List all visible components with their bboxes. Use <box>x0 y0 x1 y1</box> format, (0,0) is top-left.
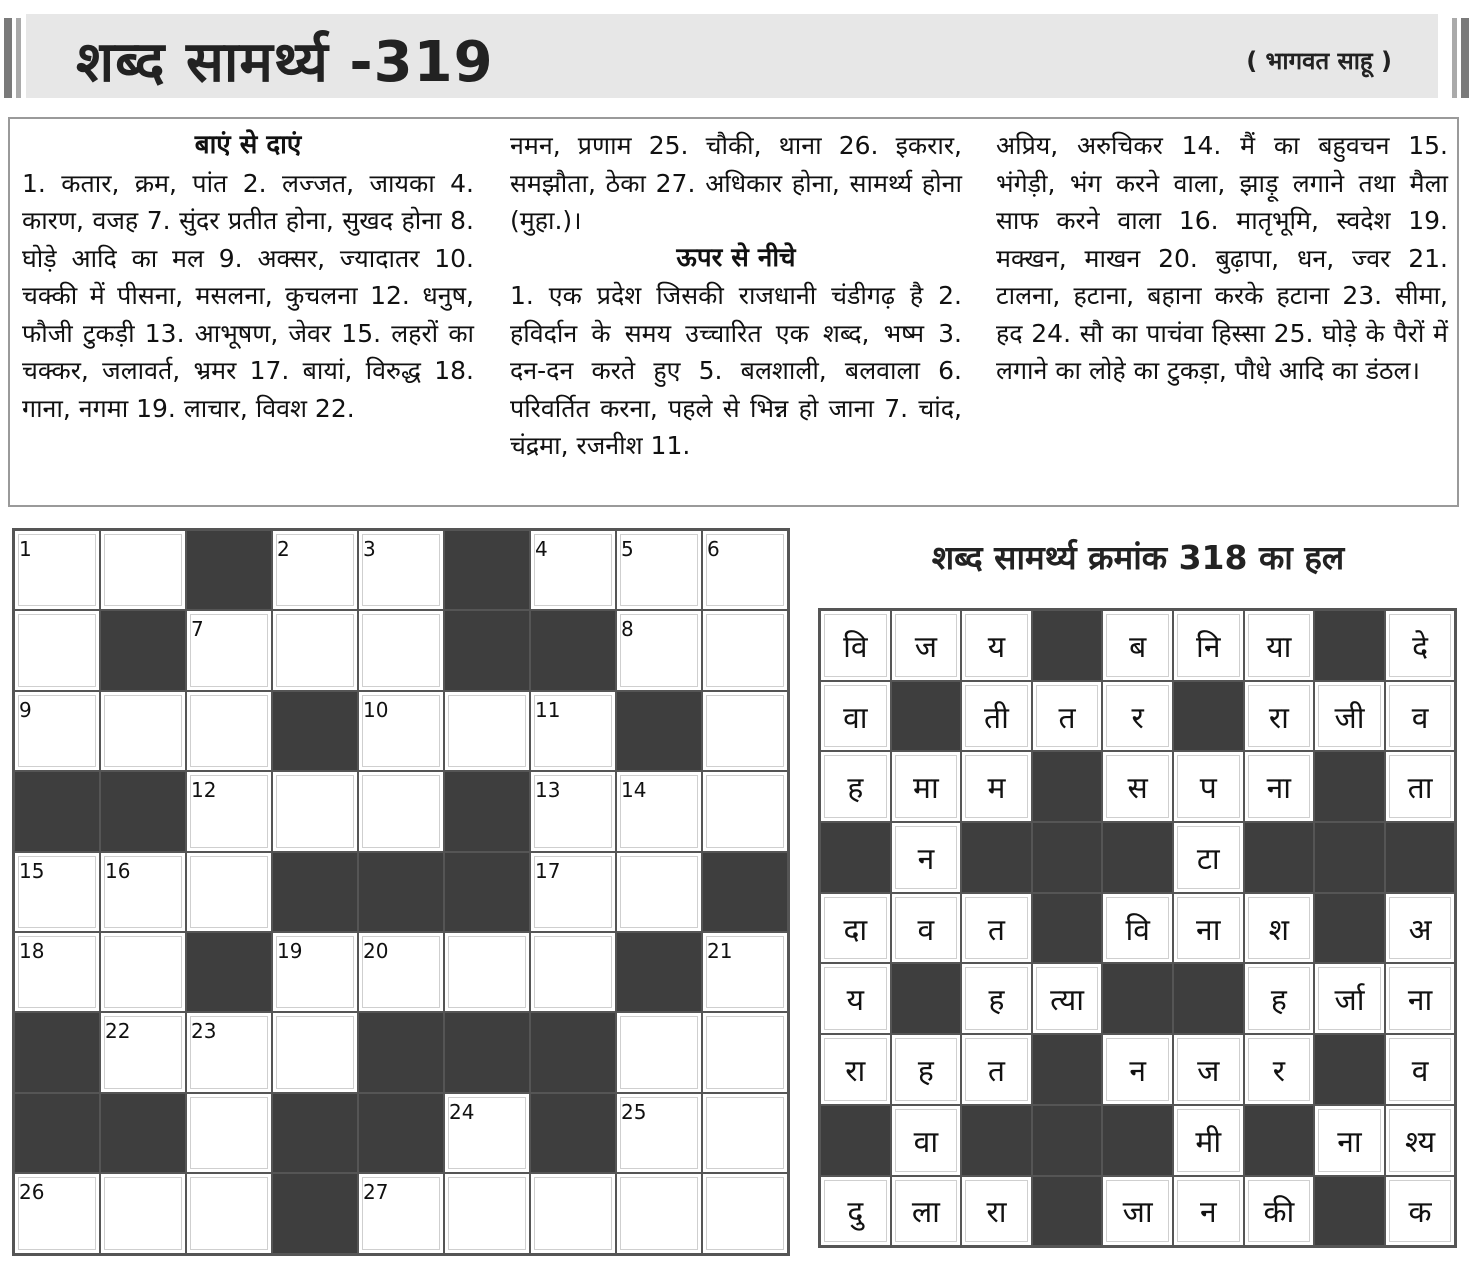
black-square <box>186 932 272 1012</box>
solution-letter: व <box>1411 700 1429 736</box>
puzzle-cell[interactable] <box>616 1173 702 1253</box>
solution-letter: मी <box>1195 1124 1222 1160</box>
clues-box <box>8 117 1459 507</box>
clue-number: 20 <box>363 938 389 963</box>
clue-number: 8 <box>621 617 634 642</box>
puzzle-cell[interactable] <box>272 530 358 610</box>
puzzle-cell[interactable] <box>272 610 358 690</box>
solution-black-square <box>961 1105 1032 1176</box>
across-clues-part-2: नमन, प्रणाम 25. चौकी, थाना 26. इकरार, समझौता, ठेका 27. अधिकार होना, सामर्थ्य होना (मुहा.)। <box>510 131 962 235</box>
puzzle-cell[interactable] <box>272 1012 358 1092</box>
solution-cell <box>1385 1034 1456 1105</box>
solution-letter: श <box>1268 912 1290 948</box>
puzzle-cell[interactable] <box>100 691 186 771</box>
puzzle-cell[interactable] <box>530 1173 616 1253</box>
clue-number: 21 <box>707 938 733 963</box>
solution-cell <box>1314 963 1385 1034</box>
solution-cell <box>1244 1176 1315 1247</box>
puzzle-cell[interactable] <box>14 610 100 690</box>
solution-black-square <box>891 963 962 1034</box>
solution-cell <box>961 751 1032 822</box>
clue-number: 25 <box>621 1099 647 1124</box>
solution-black-square <box>1032 1105 1103 1176</box>
solution-black-square <box>1102 963 1173 1034</box>
solution-cell <box>1244 893 1315 964</box>
solution-cell <box>1314 681 1385 752</box>
solution-cell <box>820 1176 891 1247</box>
solution-black-square <box>1314 1176 1385 1247</box>
solution-cell <box>1385 1176 1456 1247</box>
solution-cell <box>961 610 1032 681</box>
solution-black-square <box>1032 893 1103 964</box>
puzzle-cell[interactable] <box>358 932 444 1012</box>
solution-cell <box>1102 751 1173 822</box>
solution-title: शब्द सामर्थ्य क्रमांक 318 का हल <box>931 538 1345 577</box>
solution-cell <box>1385 963 1456 1034</box>
solution-cell <box>961 893 1032 964</box>
solution-cell <box>1173 1176 1244 1247</box>
solution-letter: रा <box>845 1053 866 1089</box>
clue-number: 4 <box>535 537 548 561</box>
puzzle-cell[interactable] <box>530 852 616 932</box>
solution-cell <box>1244 963 1315 1034</box>
solution-black-square <box>1244 822 1315 893</box>
solution-cell <box>820 610 891 681</box>
solution-cell <box>891 1176 962 1247</box>
solution-black-square <box>1385 822 1456 893</box>
solution-letter: ह <box>1270 983 1287 1019</box>
puzzle-cell[interactable] <box>100 852 186 932</box>
puzzle-cell[interactable] <box>186 610 272 690</box>
black-square <box>100 610 186 690</box>
clue-number: 3 <box>363 537 376 561</box>
clue-number: 18 <box>19 938 45 963</box>
puzzle-cell[interactable] <box>444 691 530 771</box>
clues-column-1 <box>22 127 474 427</box>
solution-black-square <box>1244 1105 1315 1176</box>
black-square <box>702 852 788 932</box>
puzzle-cell[interactable] <box>702 610 788 690</box>
down-heading: ऊपर से नीचे <box>676 242 796 273</box>
solution-cell <box>891 751 962 822</box>
clue-number: 27 <box>363 1180 389 1205</box>
solution-cell <box>1385 681 1456 752</box>
solution-cell <box>1102 1176 1173 1247</box>
solution-cell <box>820 751 891 822</box>
puzzle-cell[interactable] <box>358 610 444 690</box>
black-square <box>14 771 100 851</box>
page-title: शब्द सामर्थ्य -319 <box>76 30 494 95</box>
puzzle-cell[interactable] <box>444 932 530 1012</box>
clue-number: 1 <box>19 537 32 561</box>
right-border-bar-thin <box>1452 18 1457 98</box>
puzzle-cell[interactable] <box>702 771 788 851</box>
solution-letter: ना <box>1337 1124 1362 1160</box>
solution-letter: नि <box>1196 629 1221 665</box>
solution-letter: वि <box>843 629 868 665</box>
solution-cell <box>1032 681 1103 752</box>
solution-letter: ह <box>988 983 1005 1019</box>
black-square <box>14 1093 100 1173</box>
across-heading: बाएं से दाएं <box>194 130 302 160</box>
black-square <box>444 771 530 851</box>
solution-letter: ती <box>984 700 1009 736</box>
black-square <box>186 530 272 610</box>
solution-letter: ना <box>1266 771 1292 807</box>
solution-black-square <box>1032 822 1103 893</box>
puzzle-cell[interactable] <box>358 771 444 851</box>
solution-letter: श्य <box>1404 1124 1436 1160</box>
puzzle-cell[interactable] <box>530 932 616 1012</box>
puzzle-cell[interactable] <box>702 1012 788 1092</box>
across-clues-part-1: 1. कतार, क्रम, पांत 2. लज्जत, जायका 4. कारण, वजह 7. सुंदर प्रतीत होना, सुखद होना 8. घोड़े आदि का मल 9. अक्सर, ज्यादातर 10. चक्की में पीसना, मसलना, कुचलना 12. धनुष, फौजी टुकड़ी 13. आभूषण, जेवर 15. लहरों का चक्कर, जलावर्त, भ्रमर 17. बायां, विरुद्ध 18. गाना, नगमा 19. लाचार, विवश 22. <box>22 168 474 423</box>
solution-black-square <box>1314 1034 1385 1105</box>
solution-cell <box>891 610 962 681</box>
solution-cell <box>1102 893 1173 964</box>
clues-column-2 <box>510 127 962 465</box>
solution-cell <box>820 681 891 752</box>
puzzle-cell[interactable] <box>186 1093 272 1173</box>
solution-letter: अ <box>1408 912 1432 948</box>
solution-letter: र्जा <box>1334 983 1365 1019</box>
solution-black-square <box>1314 751 1385 822</box>
solution-letter: रा <box>1268 700 1289 736</box>
puzzle-cell[interactable] <box>358 530 444 610</box>
left-border-bar <box>4 18 12 98</box>
black-square <box>272 1093 358 1173</box>
solution-cell <box>1385 610 1456 681</box>
black-square <box>444 610 530 690</box>
solution-cell <box>1244 751 1315 822</box>
solution-letter: ब <box>1129 629 1147 665</box>
clue-number: 26 <box>19 1180 45 1205</box>
solution-letter: ज <box>914 629 938 665</box>
right-border-bar <box>1461 18 1469 98</box>
clue-number: 22 <box>105 1019 131 1044</box>
header <box>0 8 1473 96</box>
solution-letter: र <box>1272 1053 1285 1089</box>
solution-letter: क <box>1408 1195 1432 1231</box>
puzzle-cell[interactable] <box>186 771 272 851</box>
solution-cell <box>1102 1034 1173 1105</box>
clue-number: 2 <box>277 537 290 561</box>
puzzle-cell[interactable] <box>616 771 702 851</box>
puzzle-cell[interactable] <box>186 1012 272 1092</box>
solution-letter: य <box>987 629 1006 665</box>
solution-letter: न <box>1199 1195 1217 1231</box>
solution-cell <box>1385 751 1456 822</box>
black-square <box>272 691 358 771</box>
solution-letter: ह <box>847 771 864 807</box>
solution-cell <box>1244 681 1315 752</box>
clue-number: 17 <box>535 858 561 883</box>
puzzle-cell[interactable] <box>14 691 100 771</box>
solution-cell <box>1173 822 1244 893</box>
solution-cell <box>961 963 1032 1034</box>
solution-black-square <box>820 1105 891 1176</box>
solution-letter: स <box>1127 771 1148 807</box>
clue-number: 16 <box>105 858 131 883</box>
left-border-bar-thin <box>16 18 21 98</box>
black-square <box>272 852 358 932</box>
solution-black-square <box>1102 1105 1173 1176</box>
clue-number: 12 <box>191 778 217 803</box>
puzzle-cell[interactable] <box>186 852 272 932</box>
solution-black-square <box>1173 963 1244 1034</box>
puzzle-cell[interactable] <box>14 852 100 932</box>
puzzle-cell[interactable] <box>530 691 616 771</box>
solution-cell <box>1173 610 1244 681</box>
clue-number: 13 <box>535 778 561 803</box>
black-square <box>358 1093 444 1173</box>
black-square <box>272 1173 358 1253</box>
solution-letter: वि <box>1125 912 1150 948</box>
puzzle-cell[interactable] <box>14 530 100 610</box>
solution-letter: त <box>1058 700 1076 736</box>
clue-number: 5 <box>621 537 634 561</box>
black-square <box>530 1012 616 1092</box>
solution-black-square <box>1102 822 1173 893</box>
clue-number: 10 <box>363 697 389 722</box>
puzzle-cell[interactable] <box>444 1173 530 1253</box>
solution-cell <box>961 1176 1032 1247</box>
puzzle-cell[interactable] <box>358 691 444 771</box>
clue-number: 7 <box>191 617 204 642</box>
clue-number: 11 <box>535 697 561 722</box>
solution-black-square <box>1032 1034 1103 1105</box>
solution-black-square <box>1173 681 1244 752</box>
puzzle-cell[interactable] <box>444 1093 530 1173</box>
black-square <box>530 1093 616 1173</box>
solution-letter: ह <box>917 1053 934 1089</box>
solution-cell <box>961 681 1032 752</box>
clue-number: 9 <box>19 697 32 722</box>
puzzle-cell[interactable] <box>272 932 358 1012</box>
black-square <box>616 932 702 1012</box>
puzzle-cell[interactable] <box>702 530 788 610</box>
solution-black-square <box>820 822 891 893</box>
solution-letter: न <box>917 841 935 877</box>
solution-cell <box>1173 1034 1244 1105</box>
puzzle-cell[interactable] <box>186 691 272 771</box>
black-square <box>100 771 186 851</box>
solution-letter: की <box>1263 1195 1295 1231</box>
black-square <box>530 610 616 690</box>
solution-letter: व <box>917 912 935 948</box>
solution-black-square <box>1314 893 1385 964</box>
black-square <box>444 852 530 932</box>
puzzle-cell[interactable] <box>616 852 702 932</box>
solution-letter: दु <box>847 1195 864 1231</box>
solution-cell <box>1102 681 1173 752</box>
solution-cell <box>1244 1034 1315 1105</box>
clues-column-3 <box>996 127 1448 390</box>
solution-letter: दे <box>1412 629 1429 665</box>
author-credit: ( भागवत साहू ) <box>1246 47 1392 75</box>
puzzle-cell[interactable] <box>702 1173 788 1253</box>
solution-cell <box>1173 751 1244 822</box>
puzzle-cell[interactable] <box>100 932 186 1012</box>
puzzle-cell[interactable] <box>14 1173 100 1253</box>
solution-letter: या <box>1266 629 1292 665</box>
puzzle-cell[interactable] <box>358 1173 444 1253</box>
solution-letter: र <box>1131 700 1144 736</box>
solution-black-square <box>1032 610 1103 681</box>
solution-letter: य <box>846 983 864 1019</box>
puzzle-cell[interactable] <box>702 1093 788 1173</box>
clue-number: 23 <box>191 1019 217 1044</box>
solution-letter: प <box>1199 771 1217 807</box>
solution-letter: जी <box>1334 700 1365 736</box>
down-clues-part-1: 1. एक प्रदेश जिसकी राजधानी चंडीगढ़ है 2. हविर्दान के समय उच्चारित एक शब्द, भष्म 3. दन-दन करते हुए 5. बलशाली, बलवाला 6. परिवर्तित करना, पहले से भिन्न हो जाना 7. चांद, चंद्रमा, रजनीश 11. <box>510 281 962 460</box>
solution-black-square <box>1314 610 1385 681</box>
solution-letter: वा <box>843 700 868 736</box>
solution-letter: मा <box>913 771 939 807</box>
solution-letter: त <box>987 912 1006 948</box>
clue-number: 19 <box>277 938 303 963</box>
solution-cell <box>891 1105 962 1176</box>
solution-letter: टा <box>1196 841 1220 877</box>
clue-number: 15 <box>19 858 45 883</box>
solution-cell <box>891 1034 962 1105</box>
solution-cell <box>820 1034 891 1105</box>
puzzle-cell[interactable] <box>616 610 702 690</box>
title-band <box>26 14 1438 98</box>
solution-black-square <box>1314 822 1385 893</box>
solution-cell <box>820 893 891 964</box>
solution-cell <box>891 822 962 893</box>
puzzle-cell[interactable] <box>616 1012 702 1092</box>
solution-cell <box>1102 610 1173 681</box>
black-square <box>100 1093 186 1173</box>
solution-black-square <box>1032 751 1103 822</box>
solution-black-square <box>891 681 962 752</box>
puzzle-cell[interactable] <box>100 1173 186 1253</box>
solution-cell <box>1244 610 1315 681</box>
puzzle-cell[interactable] <box>530 771 616 851</box>
solution-cell <box>1385 893 1456 964</box>
black-square <box>358 1012 444 1092</box>
puzzle-cell[interactable] <box>616 530 702 610</box>
solution-cell <box>1385 1105 1456 1176</box>
puzzle-cell[interactable] <box>616 1093 702 1173</box>
puzzle-cell[interactable] <box>100 530 186 610</box>
solution-letter: ला <box>911 1195 940 1231</box>
crossword-grid <box>12 528 790 1256</box>
puzzle-cell[interactable] <box>702 932 788 1012</box>
solution-black-square <box>961 822 1032 893</box>
black-square <box>616 691 702 771</box>
solution-letter: त्या <box>1050 983 1085 1019</box>
solution-cell <box>1173 893 1244 964</box>
solution-letter: त <box>987 1053 1006 1089</box>
solution-cell <box>1314 1105 1385 1176</box>
puzzle-cell[interactable] <box>100 1012 186 1092</box>
black-square <box>358 852 444 932</box>
puzzle-cell[interactable] <box>186 1173 272 1253</box>
clue-number: 24 <box>449 1099 475 1124</box>
puzzle-cell[interactable] <box>530 530 616 610</box>
puzzle-cell[interactable] <box>272 771 358 851</box>
solution-letter: व <box>1411 1053 1429 1089</box>
black-square <box>444 1012 530 1092</box>
solution-letter: न <box>1129 1053 1146 1089</box>
solution-black-square <box>1032 1176 1103 1247</box>
solution-letter: दा <box>843 912 868 948</box>
solution-cell <box>961 1034 1032 1105</box>
solution-letter: ना <box>1196 912 1221 948</box>
solution-letter: ना <box>1407 983 1433 1019</box>
clue-number: 6 <box>707 537 720 561</box>
black-square <box>444 530 530 610</box>
down-clues-part-2: अप्रिय, अरुचिकर 14. मैं का बहुवचन 15. भंगेड़ी, भंग करने वाला, झाड़ू लगाने तथा मैला साफ करने वाला 16. मातृभूमि, स्वदेश 19. मक्खन, माखन 20. बुढ़ापा, धन, ज्वर 21. टालना, हटाना, बहाना करके हटाना 23. सीमा, हद 24. सौ का पाचंवा हिस्सा 25. घोड़े के पैरों में लगाने का लोहे का टुकड़ा, पौधे आदि का डंठल। <box>996 131 1448 385</box>
solution-letter: रा <box>986 1195 1007 1231</box>
solution-letter: वा <box>913 1124 939 1160</box>
solution-cell <box>891 893 962 964</box>
solution-letter: ता <box>1407 771 1433 807</box>
clue-number: 14 <box>621 778 647 803</box>
black-square <box>14 1012 100 1092</box>
solution-letter: ज <box>1197 1053 1220 1089</box>
solution-cell <box>820 963 891 1034</box>
puzzle-cell[interactable] <box>702 691 788 771</box>
solution-letter: जा <box>1122 1195 1153 1231</box>
puzzle-cell[interactable] <box>14 932 100 1012</box>
solution-cell <box>1032 963 1103 1034</box>
solution-letter: म <box>987 771 1006 807</box>
solution-grid <box>818 608 1457 1248</box>
solution-cell <box>1173 1105 1244 1176</box>
